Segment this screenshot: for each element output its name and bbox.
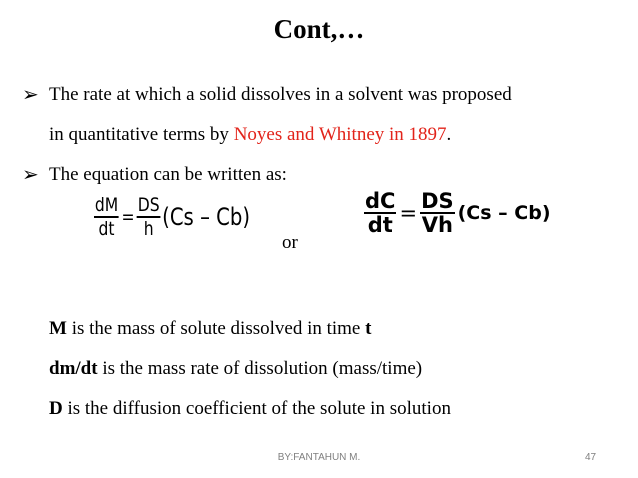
equals-sign: =	[121, 206, 135, 228]
fraction-dc-dt: $\frac{dC}{dt}$	[365, 189, 396, 237]
definition-dm-dt: dm/dt is the mass rate of dissolution (mass/time)	[49, 358, 423, 379]
arrow-bullet-icon: ➢	[22, 164, 39, 186]
bullet-text-line2	[49, 121, 451, 149]
bullet-text: The equation can be written as:	[49, 164, 287, 185]
footer-author: BY:FANTAHUN M.	[277, 452, 361, 463]
or-label: or	[282, 232, 298, 253]
equation-dc-dt	[364, 190, 551, 236]
page-number: 47	[585, 452, 597, 463]
arrow-bullet-icon: ➢	[22, 84, 39, 106]
noyes-whitney-highlight: Noyes and Whitney in 1897	[233, 124, 447, 145]
bullet-text-prefix: in quantitative terms by	[49, 124, 234, 145]
fraction-ds-vh: $\frac{DS}{Vh}$	[421, 189, 454, 237]
fraction-ds-h: $\frac{DS}{h}$	[137, 194, 160, 240]
concentration-difference: (Cs – Cb)	[162, 203, 251, 231]
bullet-text-line1: The rate at which a solid dissolves in a solvent was proposed	[49, 84, 512, 105]
equation-dm-dt	[94, 194, 250, 240]
bullet-text-suffix: .	[446, 124, 452, 145]
equals-sign: =	[399, 201, 418, 225]
definition-d: D is the diffusion coefficient of the solute in solution	[49, 398, 451, 419]
concentration-difference: (Cs – Cb)	[457, 202, 551, 224]
slide-title: Cont,…	[273, 14, 365, 44]
definition-m: M is the mass of solute dissolved in time t	[49, 318, 372, 339]
fraction-dm-dt: $\frac{dM}{dt}$	[94, 194, 119, 240]
